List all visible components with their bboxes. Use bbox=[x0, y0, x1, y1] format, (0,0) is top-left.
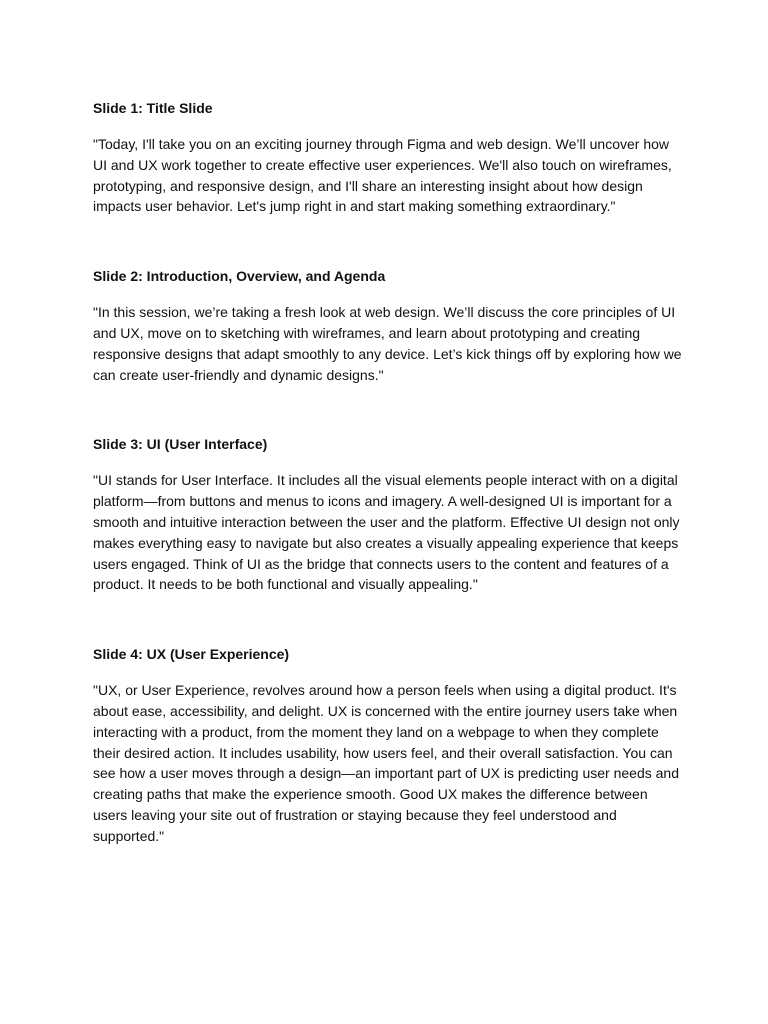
slide-3-heading: Slide 3: UI (User Interface) bbox=[93, 436, 268, 453]
slide-4-text: "UX, or User Experience, revolves around how a person feels when using a digital product. It's about ease, accessibility, and delight. UX is concerned with the entire journey users take when interacting with a product, from the moment they land on a webpage to when they complete their desired action. It includes usability, how users feel, and their overall satisfaction. You can see how a user moves through a design—an important part of UX is predicting user needs and creating paths that make the experience smooth. Good UX makes the difference between users leaving your site out of frustration or staying because they feel understood and supported." bbox=[93, 682, 679, 844]
slide-1-text: "Today, I'll take you on an exciting journey through Figma and web design. We’ll uncover how UI and UX work together to create effective user experiences. We'll also touch on wireframes, prototyping, and responsive design, and I'll share an interesting insight about how design impacts user behavior. Let's jump right in and start making something extraordinary." bbox=[93, 136, 672, 215]
slide-4-section bbox=[93, 644, 683, 846]
slide-2-text: "In this session, we’re taking a fresh look at web design. We’ll discuss the core principles of UI and UX, move on to sketching with wireframes, and learn about prototyping and creating responsive designs that adapt smoothly to any device. Let’s kick things off by exploring how we can create user-friendly and dynamic designs." bbox=[93, 304, 682, 383]
slide-1-section bbox=[93, 98, 683, 217]
document-page bbox=[93, 98, 683, 847]
slide-1-heading: Slide 1: Title Slide bbox=[93, 100, 213, 116]
slide-4-heading: Slide 4: UX (User Experience) bbox=[93, 646, 290, 663]
slide-3-text: "UI stands for User Interface. It includes all the visual elements people interact with on a digital platform—from buttons and menus to icons and imagery. A well-designed UI is important for a smooth and intuitive interaction between the user and the platform. Effective UI design not only makes everything easy to navigate but also creates a visually appealing experience that keeps users engaged. Think of UI as the bridge that connects users to the content and features of a product. It needs to be both functional and visually appealing." bbox=[93, 472, 680, 593]
slide-2-section bbox=[93, 266, 683, 385]
slide-2-heading: Slide 2: Introduction, Overview, and Agenda bbox=[93, 268, 386, 285]
slide-3-section bbox=[93, 434, 683, 595]
